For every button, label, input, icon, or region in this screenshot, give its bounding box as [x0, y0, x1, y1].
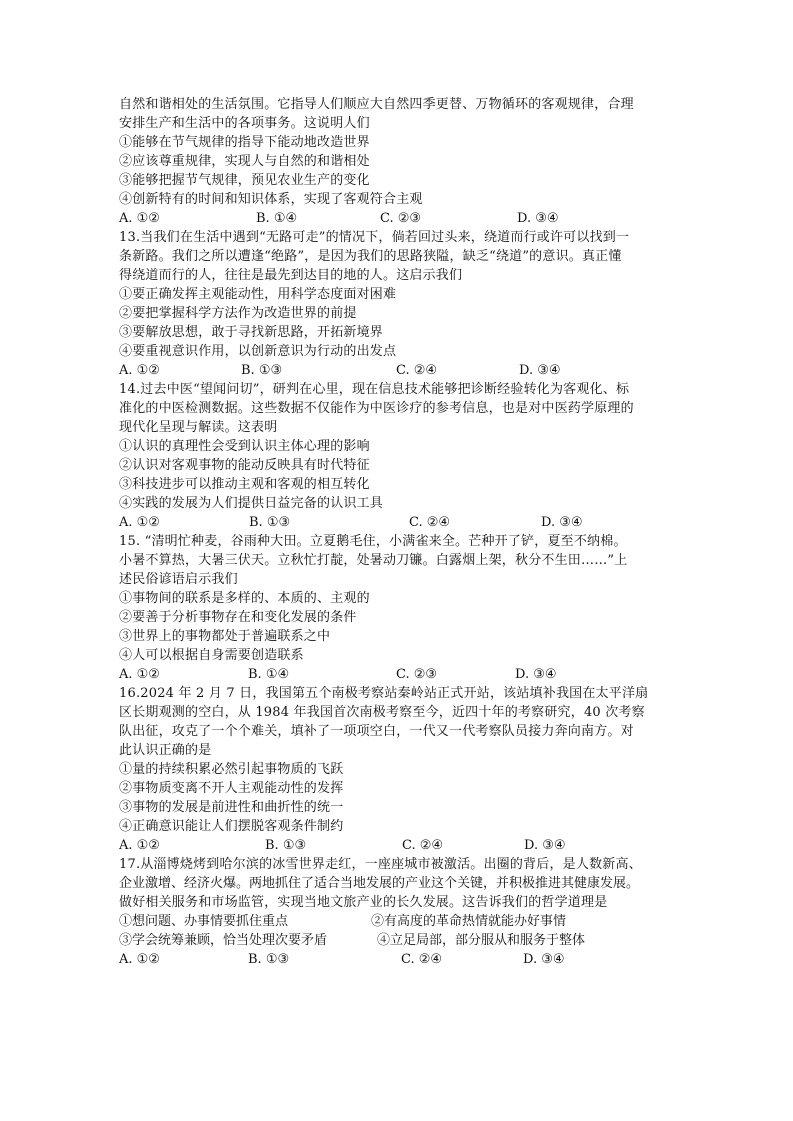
q14-option-a: A. ①②	[119, 515, 160, 530]
q12-stem-line-1: 自然和谐相处的生活氛围。它指导人们顺应大自然四季更替、万物循环的客观规律，合理	[119, 97, 634, 112]
q17-option-a: A. ①②	[119, 952, 160, 967]
q14-option-c: C. ②④	[409, 515, 451, 530]
q16-option-c: C. ②④	[402, 838, 444, 853]
q16-stem-line-1: 16.2024 年 2 月 7 日，我国第五个南极考察站秦岭站正式开站，该站填补我国在太平洋扇	[119, 686, 649, 701]
q13-stem-line-1: 13.当我们在生活中遇到“无路可走”的情况下，倘若回过头来，绕道而行或许可以找到一	[119, 230, 630, 245]
q14-item-1: ①认识的真理性会受到认识主体心理的影响	[119, 439, 370, 454]
q14-stem-line-3: 现代化呈现与解读。这表明	[119, 420, 278, 435]
q13-item-2: ②要把掌握科学方法作为改造世界的前提	[119, 306, 357, 321]
q16-stem-line-4: 此认识正确的是	[119, 743, 212, 758]
q12-item-2: ②应该尊重规律，实现人与自然的和谐相处	[119, 154, 370, 169]
q17-stem-line-2: 企业激增、经济火爆。两地抓住了适合当地发展的产业这个关键，并积极推进其健康发展。	[119, 876, 640, 891]
q15-item-2: ②要善于分析事物存在和变化发展的条件	[119, 610, 357, 625]
q15-option-d: D. ③④	[515, 667, 557, 682]
q13-stem-line-2: 条新路。我们之所以遭逢“绝路”，是因为我们的思路狭隘，缺乏“绕道”的意识。真正懂	[119, 249, 622, 264]
q12-option-d: D. ③④	[517, 211, 559, 226]
q16-option-b: B. ①③	[265, 838, 307, 853]
q17-item-1: ①想问题、办事情要抓住重点	[119, 914, 289, 929]
q15-item-4: ④人可以根据自身需要创造联系	[119, 648, 304, 663]
q13-item-3: ③要解放思想，敢于寻找新思路，开拓新境界	[119, 325, 384, 340]
q15-stem-line-1: 15. “清明忙种麦，谷雨种大田。立夏鹅毛住，小满雀来全。芒种开了铲，夏至不纳棉。	[119, 534, 627, 549]
q15-option-c: C. ②③	[396, 667, 438, 682]
q17-option-b: B. ①③	[248, 952, 290, 967]
q15-item-1: ①事物间的联系是多样的、本质的、主观的	[119, 591, 370, 606]
q13-stem-line-3: 得绕道而行的人，往往是最先到达目的地的人。这启示我们	[119, 268, 463, 283]
q15-stem-line-3: 述民俗谚语启示我们	[119, 572, 238, 587]
q15-stem-line-2: 小暑不算热，大暑三伏天。立秋忙打靛，处暑动刀镰。白露烟上架，秋分不生田……”上	[119, 553, 628, 568]
q12-item-4: ④创新特有的时间和知识体系，实现了客观符合主观	[119, 192, 423, 207]
q17-stem-line-3: 做好相关服务和市场监管，实现当地文旅产业的长久发展。这告诉我们的哲学道理是	[119, 895, 608, 910]
q14-option-d: D. ③④	[541, 515, 583, 530]
q12-stem-line-2: 安排生产和生活中的各项事务。这说明人们	[119, 116, 370, 131]
q12-item-3: ③能够把握节气规律，预见农业生产的变化	[119, 173, 370, 188]
q14-item-2: ②认识对客观事物的能动反映具有时代特征	[119, 458, 370, 473]
q12-item-1: ①能够在节气规律的指导下能动地改造世界	[119, 135, 370, 150]
q17-item-3: ③学会统筹兼顾，恰当处理次要矛盾	[119, 933, 328, 948]
q15-item-3: ③世界上的事物都处于普遍联系之中	[119, 629, 331, 644]
q17-option-d: D. ③④	[523, 952, 565, 967]
q17-option-c: C. ②④	[401, 952, 443, 967]
q13-option-b: B. ①③	[241, 363, 283, 378]
q14-stem-line-1: 14.过去中医“望闻问切”，研判在心里，现在信息技术能够把诊断经验转化为客观化、标	[119, 382, 630, 397]
q17-item-4: ④立足局部，部分服从和服务于整体	[377, 933, 586, 948]
q12-option-c: C. ②③	[380, 211, 422, 226]
q16-item-2: ②事物质变离不开人主观能动性的发挥	[119, 781, 344, 796]
q12-option-a: A. ①②	[119, 211, 160, 226]
q12-option-b: B. ①④	[256, 211, 298, 226]
q13-option-d: D. ③④	[519, 363, 561, 378]
q14-stem-line-2: 准化的中医检测数据。这些数据不仅能作为中医诊疗的参考信息，也是对中医药学原理的	[119, 401, 634, 416]
q16-option-d: D. ③④	[524, 838, 566, 853]
q16-item-4: ④正确意识能让人们摆脱客观条件制约	[119, 819, 344, 834]
q16-item-1: ①量的持续积累必然引起事物质的飞跃	[119, 762, 344, 777]
q13-item-1: ①要正确发挥主观能动性，用科学态度面对困难	[119, 287, 397, 302]
q17-item-2: ②有高度的革命热情就能办好事情	[371, 914, 567, 929]
q14-item-3: ③科技进步可以推动主观和客观的相互转化	[119, 477, 370, 492]
q15-option-a: A. ①②	[119, 667, 160, 682]
q16-stem-line-3: 队出征，攻克了一个个难关，填补了一项项空白，一代又一代考察队员接力奔向南方。对	[119, 724, 634, 739]
q16-stem-line-2: 区长期观测的空白，从 1984 年我国首次南极考察至今，近四十年的考察研究，40 次考察	[119, 705, 645, 720]
q17-stem-line-1: 17.从淄博烧烤到哈尔滨的冰雪世界走红，一座座城市被激活。出圈的背后，是人数新高、	[119, 857, 642, 872]
q14-option-b: B. ①③	[249, 515, 291, 530]
q13-option-c: C. ②④	[396, 363, 438, 378]
q15-option-b: B. ①④	[248, 667, 290, 682]
q16-option-a: A. ①②	[119, 838, 160, 853]
q16-item-3: ③事物的发展是前进性和曲折性的统一	[119, 800, 344, 815]
q13-item-4: ④要重视意识作用，以创新意识为行动的出发点	[119, 344, 397, 359]
q13-option-a: A. ①②	[119, 363, 160, 378]
q14-item-4: ④实践的发展为人们提供日益完备的认识工具	[119, 496, 384, 511]
